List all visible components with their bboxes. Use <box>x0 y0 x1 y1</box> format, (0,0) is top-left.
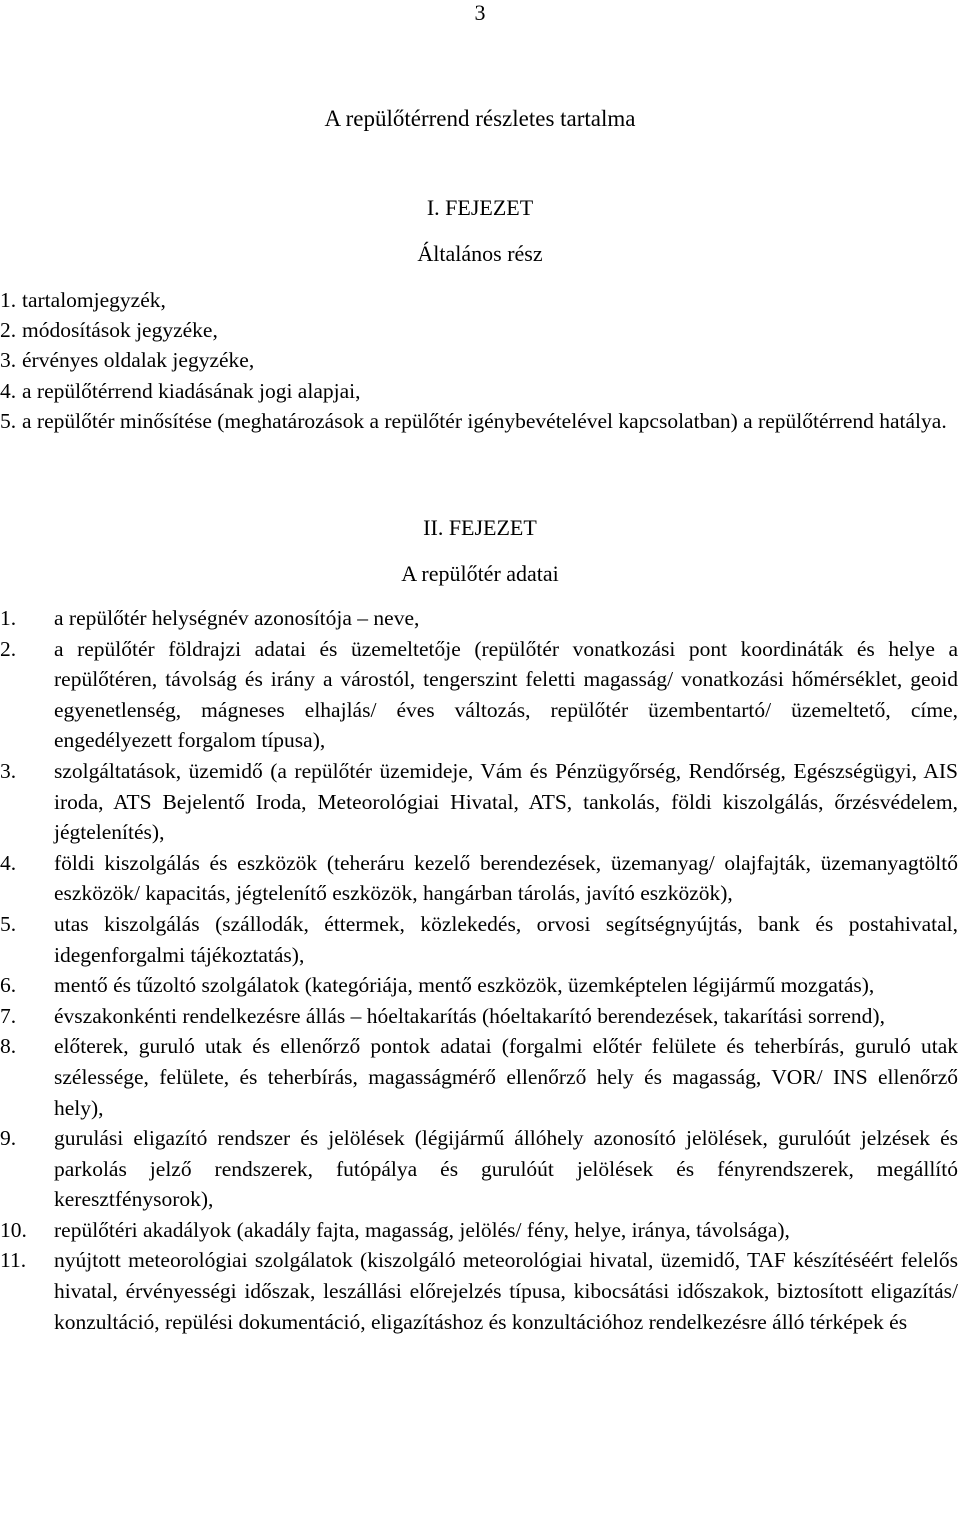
chapter-2-number: II. FEJEZET <box>423 515 537 540</box>
list-item-text: utas kiszolgálás (szállodák, éttermek, közlekedés, orvosi segítségnyújtás, bank és postahivatal, idegenforgalmi tájékoztatás), <box>54 911 958 967</box>
list-item <box>0 285 958 315</box>
list-item <box>0 634 958 756</box>
list-item-number: 6. <box>0 973 17 998</box>
list-item-text: gurulási eligazító rendszer és jelölések (légijármű állóhely azonosító jelölések, gurulóút jelzések és parkolás jelző rendszerek, futópálya és gurulóút jelölések és fényrendszerek, megállító keresztfénysorok), <box>54 1126 958 1212</box>
list-item-number: 9. <box>0 1126 17 1151</box>
list-item-number: 1. <box>0 288 17 312</box>
list-item <box>0 1123 958 1215</box>
chapter-2-list <box>0 603 958 1337</box>
list-item-text: évszakonkénti rendelkezésre állás – hóeltakarítás (hóeltakarító berendezések, takarítási sorrend), <box>54 1003 885 1028</box>
list-item-text: szolgáltatások, üzemidő (a repülőtér üzemideje, Vám és Pénzügyőrség, Rendőrség, Egészségügyi, AIS iroda, ATS Bejelentő Iroda, Meteorológiai Hivatal, ATS, tankolás, földi kiszolgálás, őrzésvédelem, jégtelenítés), <box>54 758 958 845</box>
list-item-number: 3. <box>0 348 17 373</box>
list-item-number: 3. <box>0 758 17 783</box>
list-item <box>0 909 958 970</box>
list-item-text: nyújtott meteorológiai szolgálatok (kiszolgáló meteorológiai hivatal, üzemidő, TAF készítéséért felelős hivatal, érvényességi időszak, leszállási előrejelzés típusa, kibocsátási időszakok, biztosított eligazítás/ konzultáció, repülési dokumentáció, eligazításhoz és konzultációhoz rendelkezésre álló térképek és <box>54 1248 958 1334</box>
list-item <box>0 603 958 634</box>
list-item-text: repülőtéri akadályok (akadály fajta, magasság, jelölés/ fény, helye, iránya, távolsága), <box>54 1217 790 1242</box>
list-item-text: tartalomjegyzék, <box>22 288 166 312</box>
list-item-number: 2. <box>0 318 17 343</box>
list-item-text: a repülőtér minősítése (meghatározások a repülőtér igénybevételével kapcsolatban) a repülőtérrend hatálya. <box>22 408 947 433</box>
list-item-number: 8. <box>0 1034 17 1059</box>
list-item-number: 4. <box>0 378 17 403</box>
list-item <box>0 1031 958 1123</box>
list-item-text: módosítások jegyzéke, <box>22 318 218 343</box>
list-item-text: érvényes oldalak jegyzéke, <box>22 348 255 373</box>
list-item-text: mentő és tűzoltó szolgálatok (kategóriája, mentő eszközök, üzemképtelen légijármű mozgatás), <box>54 973 875 998</box>
list-item-number: 5. <box>0 911 17 936</box>
list-item-number: 7. <box>0 1003 17 1028</box>
list-item-number: 10. <box>0 1217 27 1242</box>
list-item <box>0 1245 958 1337</box>
list-item-text: a repülőtér helységnév azonosítója – neve, <box>54 606 420 630</box>
list-item <box>0 970 958 1001</box>
list-item <box>0 1001 958 1032</box>
list-item <box>0 756 958 848</box>
list-item <box>0 1215 958 1246</box>
chapter-1-number: I. FEJEZET <box>426 195 534 220</box>
list-item-text: a repülőtérrend kiadásának jogi alapjai, <box>22 378 361 403</box>
chapter-2-title: A repülőtér adatai <box>401 561 559 586</box>
list-item <box>0 848 958 909</box>
chapter-1-title: Általános rész <box>417 241 543 266</box>
list-item-number: 4. <box>0 850 17 875</box>
list-item <box>0 345 958 375</box>
list-item-text: földi kiszolgálás és eszközök (teheráru kezelő berendezések, üzemanyag/ olajfajták, üzemanyagtöltő eszközök/ kapacitás, jégtelenítő eszközök, hangárban tárolás, javító eszközök), <box>54 850 958 906</box>
list-item <box>0 376 958 406</box>
list-item-number: 11. <box>0 1248 27 1273</box>
list-item-number: 1. <box>0 606 17 630</box>
list-item-text: a repülőtér földrajzi adatai és üzemeltetője (repülőtér vonatkozási pont koordináták és helye a repülőtéren, távolság és irány a várostól, tengerszint feletti magasság/ vonatkozási hőmérséklet, geoid egyenetlenség, mágneses elhajlás/ éves változás, repülőtér üzembentartó/ üzemeltető, címe, engedélyezett forgalom típusa), <box>54 636 958 753</box>
document-title: A repülőtérrend részletes tartalma <box>324 106 636 131</box>
list-item <box>0 315 958 345</box>
list-item <box>0 406 958 436</box>
list-item-number: 5. <box>0 408 17 433</box>
page-number: 3 <box>474 0 486 25</box>
list-item-text: előterek, guruló utak és ellenőrző pontok adatai (forgalmi előtér felülete és teherbírás, guruló utak szélessége, felülete, és teherbírás, magasságmérő ellenőrző hely és magasság, VOR/ INS ellenőrző hely), <box>54 1034 958 1120</box>
list-item-number: 2. <box>0 636 17 661</box>
chapter-1-list <box>0 285 958 436</box>
